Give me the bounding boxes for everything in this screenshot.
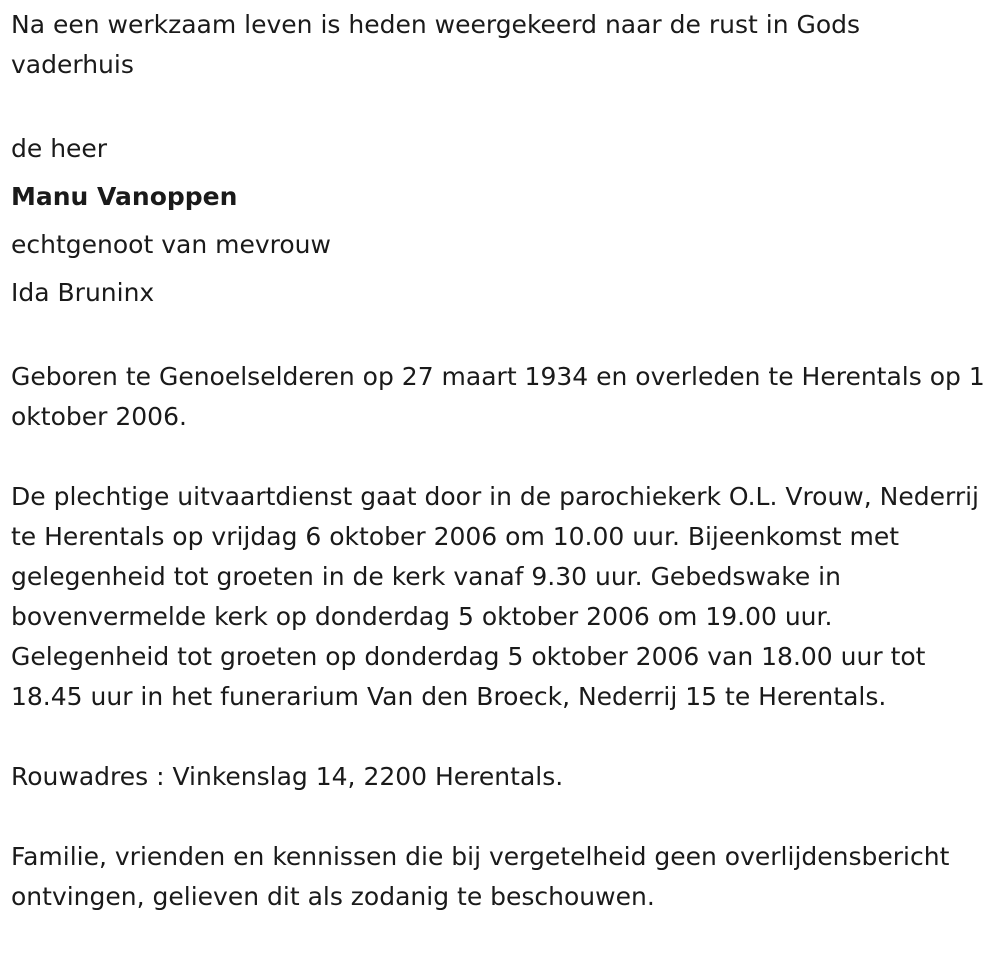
- mourning-address: Rouwadres : Vinkenslag 14, 2200 Herentals.: [11, 762, 564, 791]
- ceremony-text: De plechtige uitvaartdienst gaat door in de parochiekerk O.L. Vrouw, Nederrij te Herentals op vrijdag 6 oktober 2006 om 10.00 uur. Bijeenkomst met gelegenheid tot groeten in de kerk vanaf 9.30 uur. Gebedswake in bovenvermelde kerk op donderdag 5 oktober 2006 om 19.00 uur. Gelegenheid tot groeten op donderdag 5 oktober 2006 van 18.00 uur tot 18.45 uur in het funerarium Van den Broeck, Nederrij 15 te Herentals.: [11, 482, 979, 711]
- spouse-name: Ida Bruninx: [11, 278, 155, 307]
- relation-text: echtgenoot van mevrouw: [11, 230, 331, 259]
- death-notice: [11, 5, 986, 917]
- birth-death-text: Geboren te Genoelselderen op 27 maart 1934 en overleden te Herentals op 1 oktober 2006.: [11, 362, 985, 431]
- deceased-name: Manu Vanoppen: [11, 182, 238, 211]
- salutation: de heer: [11, 134, 108, 163]
- closing-text: Familie, vrienden en kennissen die bij vergetelheid geen overlijdensbericht ontvingen, gelieven dit als zodanig te beschouwen.: [11, 842, 950, 911]
- intro-text: Na een werkzaam leven is heden weergekeerd naar de rust in Gods vaderhuis: [11, 10, 861, 79]
- person-block: [11, 125, 986, 317]
